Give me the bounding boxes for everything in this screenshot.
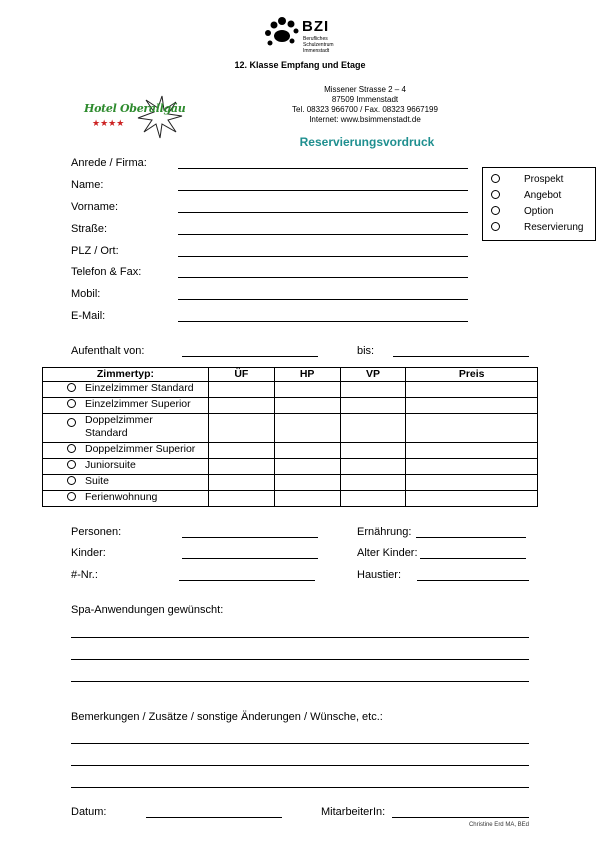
header-zimmertyp: Zimmertyp: [43, 368, 209, 382]
pet-label: Haustier: [357, 569, 402, 581]
radio-icon[interactable] [67, 383, 76, 392]
bzi-logo-text: BZI [302, 18, 330, 35]
paw-icon [262, 16, 300, 48]
radio-icon[interactable] [491, 222, 500, 231]
field-line-mobil[interactable] [178, 299, 468, 300]
stay-from-label: Aufenthalt von: [71, 345, 145, 357]
nutrition-line[interactable] [416, 537, 526, 538]
footer-author: Christine Erd MA, BEd [468, 822, 529, 828]
option-prospekt[interactable]: Prospekt [491, 174, 563, 185]
table-row [43, 382, 538, 398]
number-label: #-Nr.: [71, 569, 98, 581]
children-label: Kinder: [71, 547, 106, 559]
field-line-anrede[interactable] [178, 168, 468, 169]
field-label-anrede: Anrede / Firma: [71, 157, 147, 169]
room-option[interactable]: Ferienwohnung [43, 491, 209, 507]
room-option[interactable]: Einzelzimmer Superior [43, 398, 209, 414]
field-label-telefon: Telefon & Fax: [71, 266, 142, 278]
option-reservierung[interactable]: Reservierung [491, 222, 583, 233]
stars-icon: ★★★★ [92, 118, 125, 128]
radio-icon[interactable] [67, 492, 76, 501]
spa-line[interactable] [71, 659, 529, 660]
spa-line[interactable] [71, 681, 529, 682]
class-title: 12. Klasse Empfang und Etage [234, 60, 366, 70]
radio-icon[interactable] [67, 444, 76, 453]
table-row [43, 491, 538, 507]
field-line-name[interactable] [178, 190, 468, 191]
children-age-line[interactable] [420, 558, 526, 559]
table-row [43, 414, 538, 443]
radio-icon[interactable] [67, 460, 76, 469]
field-label-strasse: Straße: [71, 223, 108, 235]
stay-from-line[interactable] [182, 356, 318, 357]
number-line[interactable] [179, 580, 315, 581]
field-line-plz[interactable] [178, 256, 468, 257]
bzi-logo-subtitle: Berufliches Schulzentrum Immenstadt [303, 36, 334, 54]
request-type-box [482, 167, 596, 241]
children-line[interactable] [182, 558, 318, 559]
remarks-line[interactable] [71, 743, 529, 744]
staff-line[interactable] [392, 817, 529, 818]
date-label: Datum: [71, 806, 107, 818]
radio-icon[interactable] [67, 476, 76, 485]
table-row [43, 398, 538, 414]
room-option[interactable]: Doppelzimmer Standard [43, 414, 209, 443]
field-label-name: Name: [71, 179, 104, 191]
radio-icon[interactable] [491, 206, 500, 215]
option-option[interactable]: Option [491, 206, 553, 217]
field-label-plz: PLZ / Ort: [71, 245, 119, 257]
table-row [43, 443, 538, 459]
room-option[interactable]: Einzelzimmer Standard [43, 382, 209, 398]
header-vp: VP [340, 368, 406, 382]
remarks-line[interactable] [71, 787, 529, 788]
radio-icon[interactable] [67, 418, 76, 427]
radio-icon[interactable] [491, 190, 500, 199]
hotel-logo-text: Hotel Oberallgäu [84, 102, 186, 115]
header-hp: HP [274, 368, 340, 382]
date-line[interactable] [146, 817, 282, 818]
field-line-telefon[interactable] [178, 277, 468, 278]
field-label-vorname: Vorname: [71, 201, 119, 213]
spa-line[interactable] [71, 637, 529, 638]
room-option[interactable]: Suite [43, 475, 209, 491]
remarks-line[interactable] [71, 765, 529, 766]
pet-line[interactable] [417, 580, 529, 581]
hotel-address: Missener Strasse 2 – 4 87509 Immenstadt Tel. 08323 966700 / Fax. 08323 9667199 Internet: www.bsimmenstadt.de [292, 85, 438, 124]
field-label-email: E-Mail: [71, 310, 106, 322]
spa-label: Spa-Anwendungen gewünscht: [71, 604, 224, 616]
form-title: Reservierungsvordruck [299, 135, 435, 149]
field-line-strasse[interactable] [178, 234, 468, 235]
option-angebot[interactable]: Angebot [491, 190, 561, 201]
staff-label: MitarbeiterIn: [321, 806, 386, 818]
field-line-vorname[interactable] [178, 212, 468, 213]
table-row [43, 475, 538, 491]
children-age-label: Alter Kinder: [357, 547, 418, 559]
header-preis: Preis [406, 368, 538, 382]
persons-label: Personen: [71, 526, 122, 538]
room-table [42, 367, 538, 507]
header-uef: ÜF [208, 368, 274, 382]
room-option[interactable]: Juniorsuite [43, 459, 209, 475]
nutrition-label: Ernährung: [357, 526, 412, 538]
stay-to-line[interactable] [393, 356, 529, 357]
radio-icon[interactable] [67, 399, 76, 408]
room-option[interactable]: Doppelzimmer Superior [43, 443, 209, 459]
remarks-label: Bemerkungen / Zusätze / sonstige Änderungen / Wünsche, etc.: [71, 711, 383, 723]
bzi-logo [262, 16, 362, 56]
table-header-row [43, 368, 538, 382]
field-label-mobil: Mobil: [71, 288, 101, 300]
stay-to-label: bis: [357, 345, 375, 357]
field-line-email[interactable] [178, 321, 468, 322]
persons-line[interactable] [182, 537, 318, 538]
radio-icon[interactable] [491, 174, 500, 183]
table-row [43, 459, 538, 475]
